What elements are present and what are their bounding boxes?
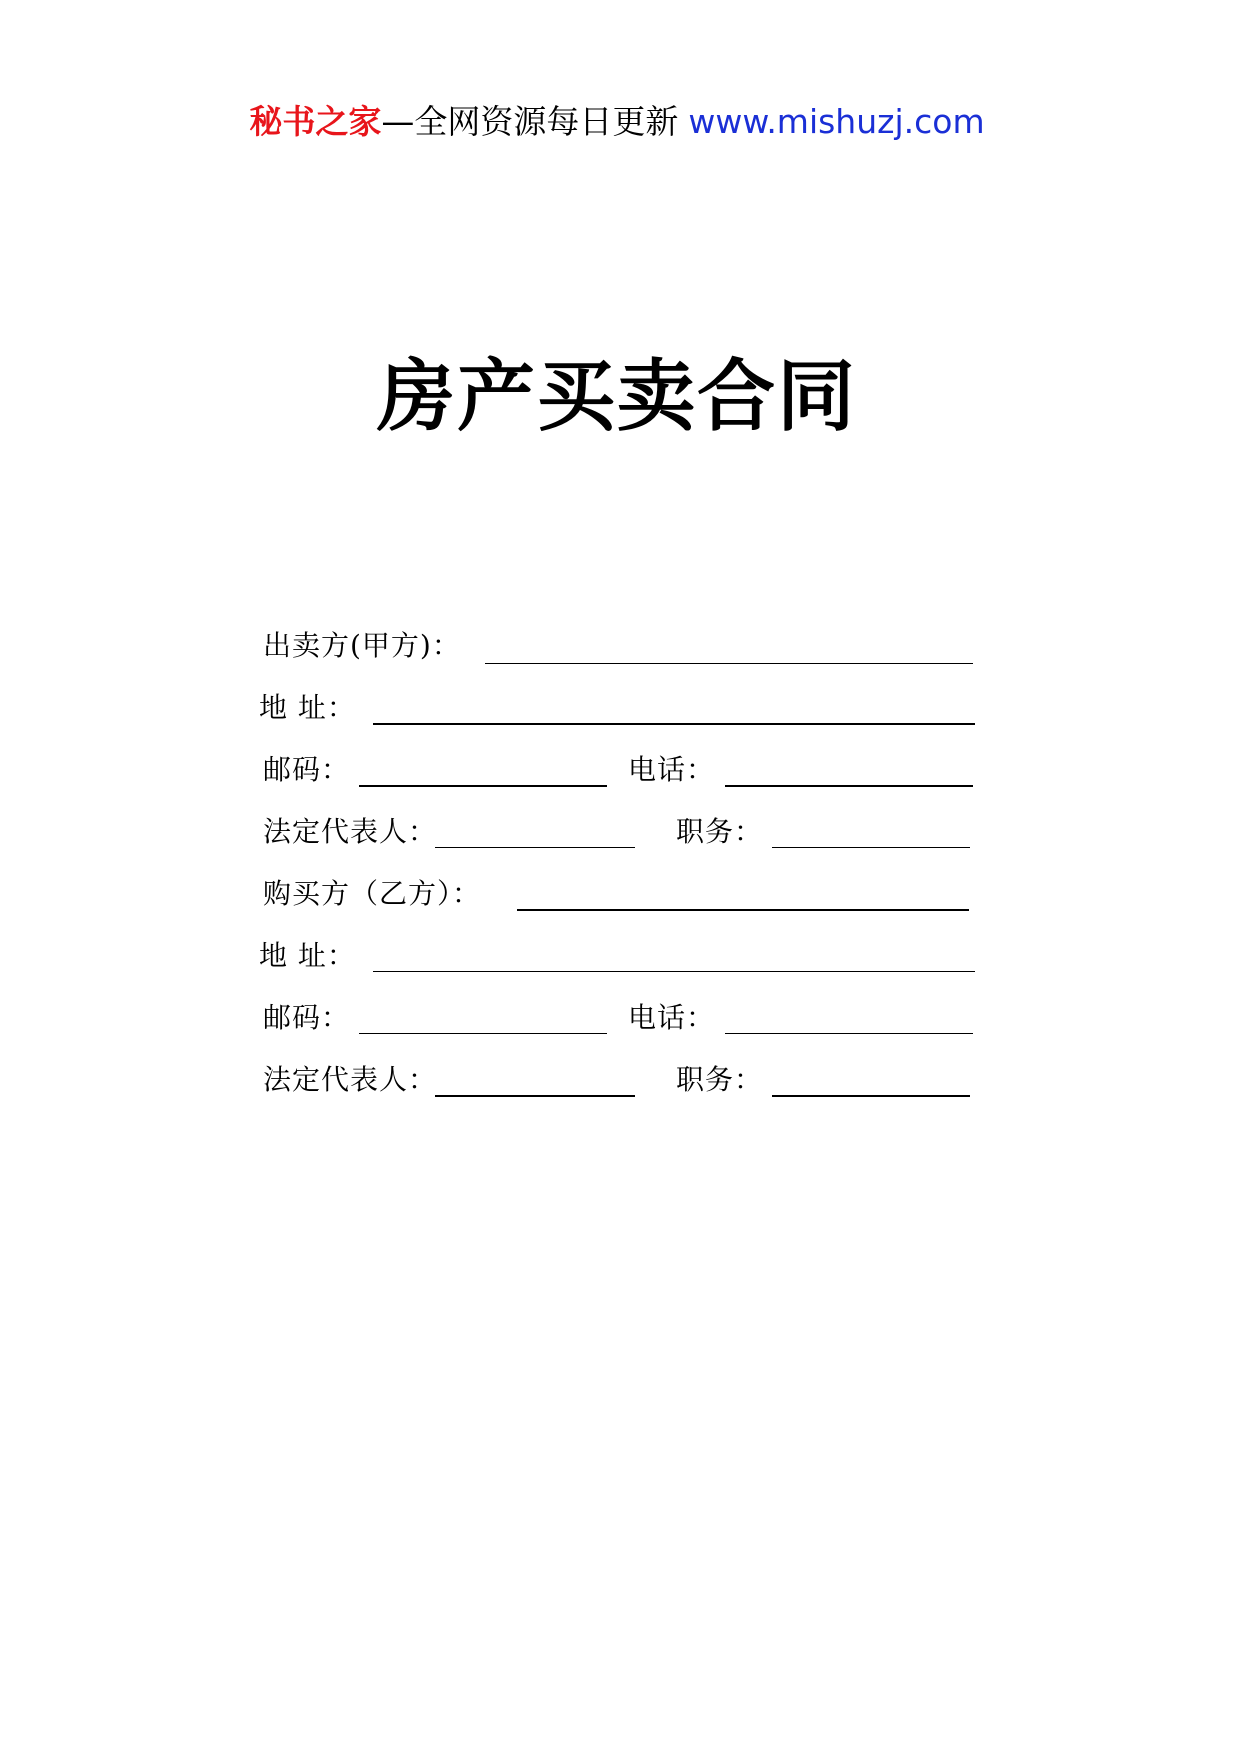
seller-phone-label: 电话：	[628, 753, 716, 786]
buyer-address-field[interactable]	[373, 971, 975, 972]
buyer-representative-field[interactable]	[435, 1095, 635, 1097]
seller-address-row	[259, 688, 975, 728]
buyer-party-label: 购买方（乙方）：	[263, 877, 482, 910]
buyer-party-field[interactable]	[517, 909, 969, 911]
seller-party-label: 出卖方(甲方)：	[263, 629, 461, 662]
seller-contact-row	[263, 750, 975, 790]
seller-party-row	[263, 626, 975, 666]
seller-party-field[interactable]	[485, 663, 973, 664]
brand-name: 秘书之家	[249, 102, 382, 141]
seller-postcode-label: 邮码：	[263, 753, 351, 786]
seller-representative-field[interactable]	[435, 847, 635, 848]
buyer-position-label: 职务：	[676, 1063, 764, 1096]
seller-position-field[interactable]	[772, 847, 970, 848]
seller-address-label: 地 址：	[259, 691, 356, 724]
buyer-representative-label: 法定代表人：	[263, 1063, 438, 1096]
seller-representative-label: 法定代表人：	[263, 815, 438, 848]
buyer-address-row	[259, 936, 975, 976]
buyer-position-field[interactable]	[772, 1095, 970, 1097]
buyer-contact-row	[263, 998, 975, 1038]
seller-position-label: 职务：	[676, 815, 764, 848]
buyer-postcode-label: 邮码：	[263, 1001, 351, 1034]
buyer-phone-field[interactable]	[725, 1033, 973, 1034]
buyer-postcode-field[interactable]	[359, 1033, 607, 1034]
website-url[interactable]: www.mishuzj.com	[688, 102, 985, 141]
document-title: 房产买卖合同	[376, 351, 857, 442]
buyer-representative-row	[263, 1060, 975, 1100]
buyer-party-row	[263, 874, 975, 914]
header-tagline: —全网资源每日更新	[381, 102, 679, 141]
seller-phone-field[interactable]	[725, 785, 973, 787]
seller-representative-row	[263, 812, 975, 852]
seller-address-field[interactable]	[373, 723, 975, 725]
buyer-phone-label: 电话：	[628, 1001, 716, 1034]
site-header	[0, 102, 1234, 142]
buyer-address-label: 地 址：	[259, 939, 356, 972]
seller-postcode-field[interactable]	[359, 785, 607, 787]
